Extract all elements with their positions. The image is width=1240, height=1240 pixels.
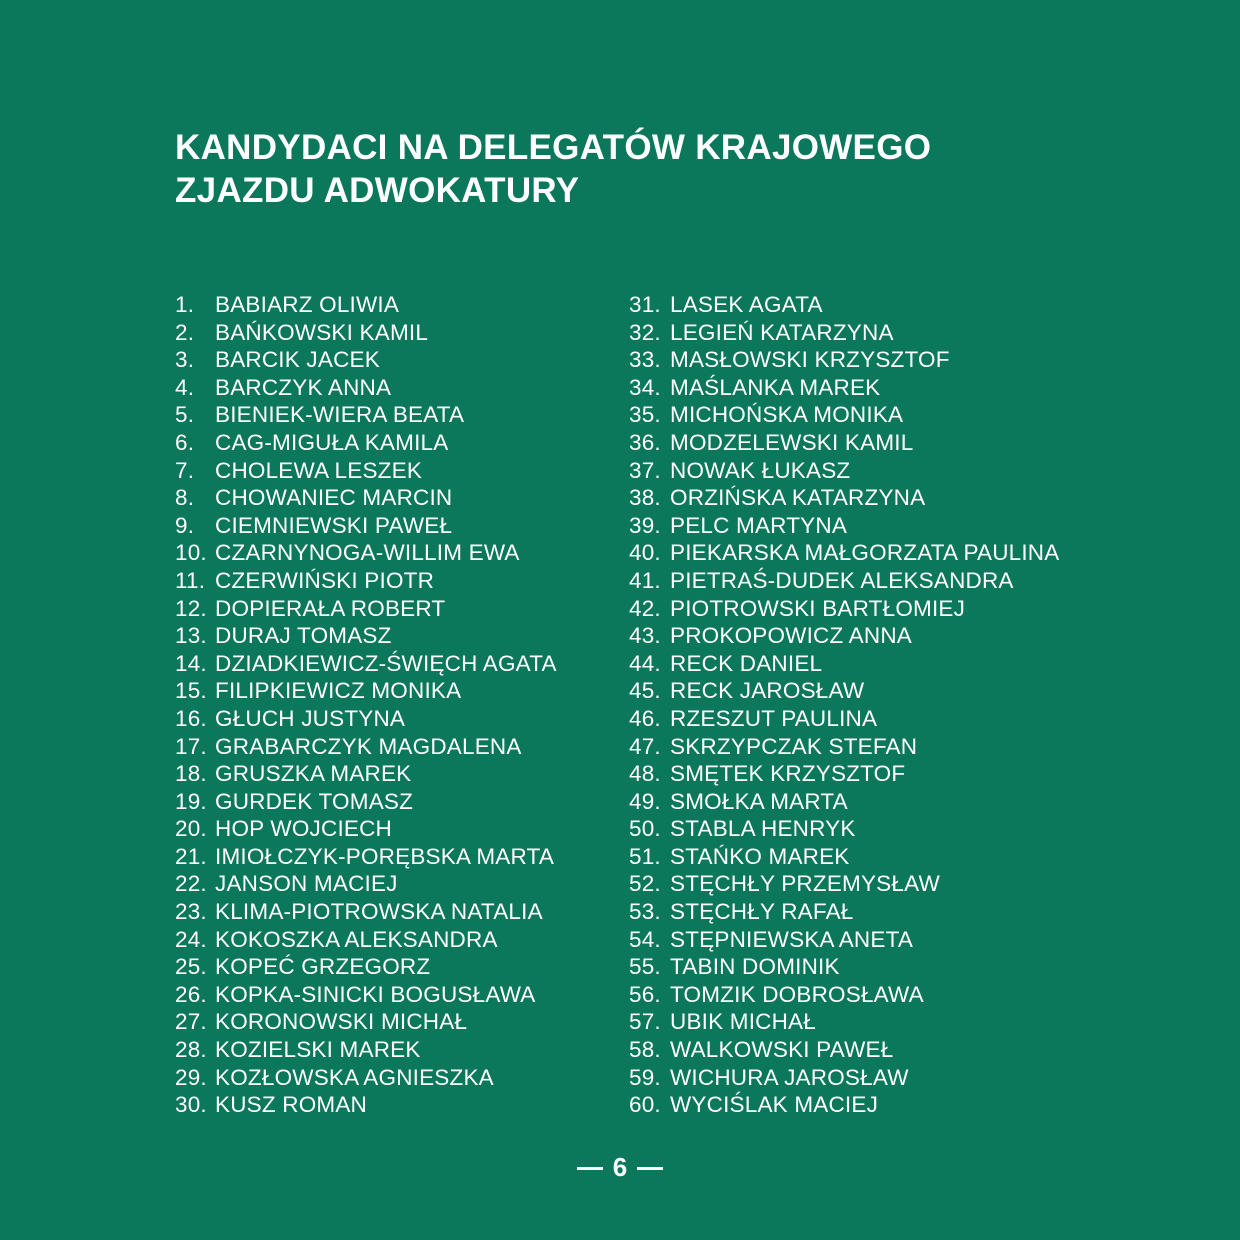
list-item-number: 55.	[629, 954, 661, 980]
list-item	[175, 733, 615, 761]
list-item-number: 18.	[175, 761, 207, 787]
list-item	[175, 457, 615, 485]
list-item-number: 27.	[175, 1009, 207, 1035]
list-item-number: 12.	[175, 595, 207, 621]
list-item	[175, 926, 615, 954]
list-item-number: 57.	[629, 1009, 661, 1035]
list-item-name: NOWAK ŁUKASZ	[670, 457, 851, 483]
list-item	[175, 1008, 615, 1036]
list-item	[175, 705, 615, 733]
list-item-name: LEGIEŃ KATARZYNA	[670, 319, 894, 345]
list-item-number: 46.	[629, 705, 661, 731]
list-item-name: KOKOSZKA ALEKSANDRA	[215, 926, 498, 952]
list-item	[629, 595, 1089, 623]
page-number: 6	[612, 1152, 628, 1182]
list-item-name: WALKOWSKI PAWEŁ	[670, 1037, 894, 1063]
list-item-number: 20.	[175, 816, 207, 842]
list-item	[175, 512, 615, 540]
page-footer	[0, 1150, 1240, 1184]
list-item-number: 43.	[629, 623, 661, 649]
list-item	[629, 650, 1089, 678]
list-item-number: 9.	[175, 512, 195, 538]
list-item-number: 45.	[629, 678, 661, 704]
dash-right	[637, 1167, 663, 1170]
list-item-name: CHOWANIEC MARCIN	[215, 485, 453, 511]
list-item-number: 28.	[175, 1037, 207, 1063]
list-item-name: GRUSZKA MAREK	[215, 761, 412, 787]
list-item	[629, 457, 1089, 485]
list-item	[629, 677, 1089, 705]
list-item-number: 47.	[629, 733, 661, 759]
list-item-number: 7.	[175, 457, 195, 483]
list-item-name: PIOTROWSKI BARTŁOMIEJ	[670, 595, 966, 621]
list-item-name: GRABARCZYK MAGDALENA	[215, 733, 522, 759]
list-item-name: TABIN DOMINIK	[670, 954, 840, 980]
list-item-name: STAŃKO MAREK	[670, 843, 850, 869]
list-item-name: PELC MARTYNA	[670, 512, 848, 538]
list-item	[629, 291, 1089, 319]
list-item-number: 32.	[629, 319, 661, 345]
list-item-name: LASEK AGATA	[670, 292, 823, 317]
list-item-number: 59.	[629, 1064, 661, 1090]
list-item-number: 19.	[175, 788, 207, 814]
list-item-number: 51.	[629, 843, 661, 869]
list-item	[629, 539, 1089, 567]
list-item-number: 49.	[629, 788, 661, 814]
list-item-number: 33.	[629, 347, 661, 373]
list-item-number: 36.	[629, 429, 661, 455]
list-item-name: UBIK MICHAŁ	[670, 1009, 816, 1035]
list-item-name: MODZELEWSKI KAMIL	[670, 429, 914, 455]
list-item-name: PROKOPOWICZ ANNA	[670, 623, 912, 649]
list-item	[629, 346, 1089, 374]
list-item	[175, 1091, 615, 1119]
list-item	[175, 567, 615, 595]
list-item-name: RECK JAROSŁAW	[670, 678, 865, 704]
list-item-name: SKRZYPCZAK STEFAN	[670, 733, 918, 759]
list-item	[175, 981, 615, 1009]
list-item	[175, 815, 615, 843]
list-item-name: KOZŁOWSKA AGNIESZKA	[215, 1064, 494, 1090]
list-item-name: DZIADKIEWICZ-ŚWIĘCH AGATA	[215, 650, 557, 676]
list-item-number: 25.	[175, 954, 207, 980]
list-item-name: CIEMNIEWSKI PAWEŁ	[215, 512, 453, 538]
list-item	[629, 953, 1089, 981]
list-item-number: 15.	[175, 678, 207, 704]
list-item	[175, 953, 615, 981]
list-item	[629, 1064, 1089, 1092]
list-item-name: KLIMA-PIOTROWSKA NATALIA	[215, 899, 543, 925]
list-item-name: PIEKARSKA MAŁGORZATA PAULINA	[670, 540, 1060, 566]
list-item-number: 17.	[175, 733, 207, 759]
title-line-2: ZJAZDU ADWOKATURY	[175, 171, 580, 210]
list-item-number: 16.	[175, 705, 207, 731]
list-item-name: BAŃKOWSKI KAMIL	[215, 319, 429, 345]
list-item	[175, 291, 615, 319]
list-item	[175, 1036, 615, 1064]
list-item	[629, 567, 1089, 595]
list-item-name: HOP WOJCIECH	[215, 816, 392, 842]
list-item-name: GURDEK TOMASZ	[215, 788, 414, 814]
list-item-number: 14.	[175, 650, 207, 676]
list-item-name: CZERWIŃSKI PIOTR	[215, 567, 435, 593]
list-item-number: 2.	[175, 319, 195, 345]
list-item-number: 52.	[629, 871, 661, 897]
list-item-number: 8.	[175, 485, 195, 511]
list-item	[629, 319, 1089, 347]
list-item-name: TOMZIK DOBROSŁAWA	[670, 981, 924, 1007]
list-item	[629, 1008, 1089, 1036]
list-item	[175, 374, 615, 402]
list-item	[629, 870, 1089, 898]
list-item-number: 24.	[175, 926, 207, 952]
list-item-number: 26.	[175, 981, 207, 1007]
list-item-number: 5.	[175, 402, 195, 428]
list-item-name: STĘPNIEWSKA ANETA	[670, 926, 914, 952]
list-item-number: 3.	[175, 347, 195, 373]
list-item-name: MICHOŃSKA MONIKA	[670, 402, 904, 428]
list-item	[175, 595, 615, 623]
list-item-number: 4.	[175, 374, 195, 400]
list-item-number: 40.	[629, 540, 661, 566]
list-item-number: 39.	[629, 512, 661, 538]
list-item-number: 54.	[629, 926, 661, 952]
list-item-name: CHOLEWA LESZEK	[215, 457, 423, 483]
list-item	[175, 870, 615, 898]
list-item-number: 30.	[175, 1092, 207, 1118]
list-item	[629, 374, 1089, 402]
list-item-number: 35.	[629, 402, 661, 428]
list-item	[175, 539, 615, 567]
list-item	[629, 815, 1089, 843]
list-item-name: KOPKA-SINICKI BOGUSŁAWA	[215, 981, 536, 1007]
list-item-number: 1.	[175, 292, 195, 317]
list-item-number: 29.	[175, 1064, 207, 1090]
list-item-name: RZESZUT PAULINA	[670, 705, 878, 731]
list-item-name: DOPIERAŁA ROBERT	[215, 595, 446, 621]
list-item-name: STĘCHŁY RAFAŁ	[670, 899, 854, 925]
list-item	[175, 677, 615, 705]
list-item-name: DURAJ TOMASZ	[215, 623, 392, 649]
list-item-name: BABIARZ OLIWIA	[215, 292, 400, 317]
list-item-name: MASŁOWSKI KRZYSZTOF	[670, 347, 950, 373]
list-item	[175, 788, 615, 816]
candidate-list-left	[175, 291, 615, 1119]
list-item-name: JANSON MACIEJ	[215, 871, 398, 897]
list-item-name: KUSZ ROMAN	[215, 1092, 368, 1118]
list-item-name: CAG-MIGUŁA KAMILA	[215, 429, 449, 455]
list-item-number: 22.	[175, 871, 207, 897]
list-item	[175, 429, 615, 457]
list-item-name: CZARNYNOGA-WILLIM EWA	[215, 540, 520, 566]
page-title	[175, 126, 1075, 212]
list-item	[175, 843, 615, 871]
list-item	[629, 401, 1089, 429]
list-item-number: 10.	[175, 540, 207, 566]
list-item-name: KOZIELSKI MAREK	[215, 1037, 421, 1063]
list-item-number: 38.	[629, 485, 661, 511]
list-item	[629, 512, 1089, 540]
list-item-name: BARCZYK ANNA	[215, 374, 392, 400]
list-item-number: 56.	[629, 981, 661, 1007]
list-item-name: KOPEĆ GRZEGORZ	[215, 954, 431, 980]
list-item	[629, 1091, 1089, 1119]
list-item-name: KORONOWSKI MICHAŁ	[215, 1009, 468, 1035]
list-item-name: RECK DANIEL	[670, 650, 823, 676]
list-item-name: IMIOŁCZYK-PORĘBSKA MARTA	[215, 843, 555, 869]
list-item	[175, 484, 615, 512]
list-item	[629, 843, 1089, 871]
list-item	[175, 622, 615, 650]
list-item-number: 11.	[175, 567, 206, 593]
list-item-name: STABLA HENRYK	[670, 816, 856, 842]
list-item-number: 53.	[629, 899, 661, 925]
list-item	[629, 622, 1089, 650]
list-item-number: 23.	[175, 899, 207, 925]
list-item	[175, 319, 615, 347]
list-item	[175, 346, 615, 374]
list-item	[175, 401, 615, 429]
list-item	[629, 981, 1089, 1009]
list-item-name: ORZIŃSKA KATARZYNA	[670, 485, 926, 511]
list-item	[175, 1064, 615, 1092]
list-item-name: WICHURA JAROSŁAW	[670, 1064, 909, 1090]
list-item	[629, 484, 1089, 512]
list-item-name: GŁUCH JUSTYNA	[215, 705, 406, 731]
list-item-name: SMĘTEK KRZYSZTOF	[670, 761, 906, 787]
list-item	[175, 898, 615, 926]
list-item-name: WYCIŚLAK MACIEJ	[670, 1092, 879, 1118]
list-item-number: 48.	[629, 761, 661, 787]
list-item	[629, 788, 1089, 816]
list-item	[175, 760, 615, 788]
list-item-number: 41.	[629, 567, 661, 593]
list-item-number: 60.	[629, 1092, 661, 1118]
list-item-number: 31.	[629, 292, 661, 317]
list-item-number: 34.	[629, 374, 661, 400]
list-item	[629, 429, 1089, 457]
list-item-name: PIETRAŚ-DUDEK ALEKSANDRA	[670, 567, 1014, 593]
list-item-number: 50.	[629, 816, 661, 842]
list-item-name: STĘCHŁY PRZEMYSŁAW	[670, 871, 940, 897]
list-item	[629, 705, 1089, 733]
list-item-number: 13.	[175, 623, 207, 649]
list-item-number: 37.	[629, 457, 661, 483]
list-item-number: 44.	[629, 650, 661, 676]
list-item-number: 21.	[175, 843, 207, 869]
list-item-name: SMOŁKA MARTA	[670, 788, 848, 814]
list-item	[629, 760, 1089, 788]
list-item-number: 6.	[175, 429, 195, 455]
list-item	[629, 898, 1089, 926]
title-line-1: KANDYDACI NA DELEGATÓW KRAJOWEGO	[175, 128, 932, 167]
list-item-name: MAŚLANKA MAREK	[670, 374, 881, 400]
list-item	[629, 1036, 1089, 1064]
candidate-list-right	[629, 291, 1089, 1119]
list-item	[629, 733, 1089, 761]
list-item	[629, 926, 1089, 954]
list-item-name: FILIPKIEWICZ MONIKA	[215, 678, 462, 704]
list-item-number: 42.	[629, 595, 661, 621]
dash-left	[577, 1167, 603, 1170]
list-item-name: BARCIK JACEK	[215, 347, 380, 373]
list-item	[175, 650, 615, 678]
list-item-name: BIENIEK-WIERA BEATA	[215, 402, 465, 428]
list-item-number: 58.	[629, 1037, 661, 1063]
